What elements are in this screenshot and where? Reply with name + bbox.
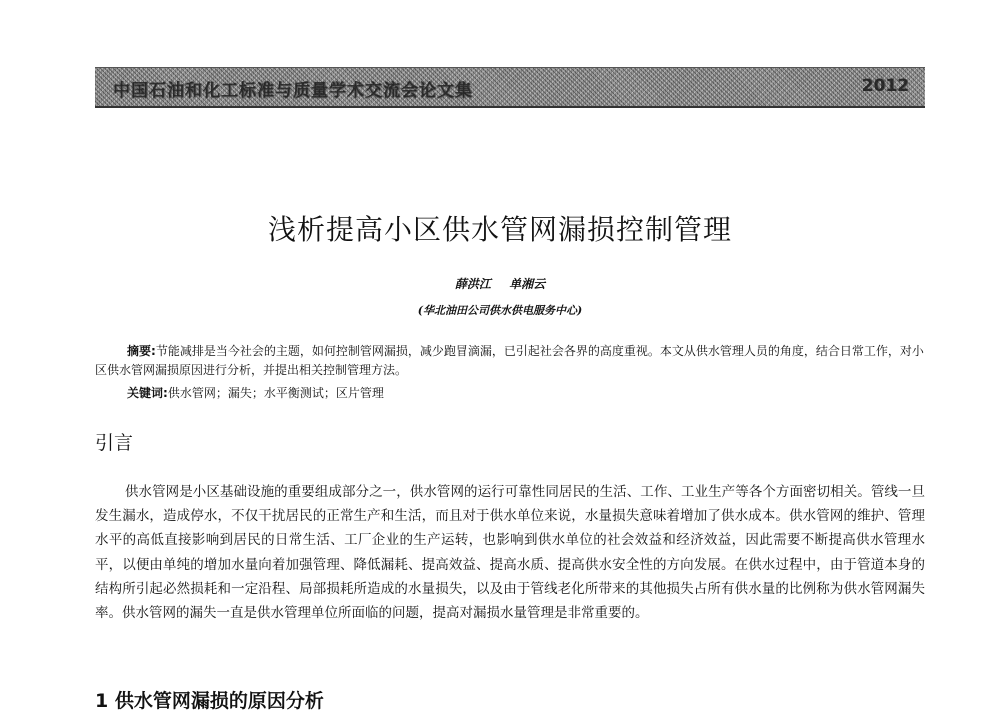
abstract-text: 节能减排是当今社会的主题，如何控制管网漏损，减少跑冒滴漏，已引起社会各界的高度重视。本文从供水管理人员的角度，结合日常工作，对小区供水管网漏损原因进行分析，并提出相关控制管理方法。 — [95, 344, 924, 377]
keywords — [127, 384, 384, 401]
abstract — [95, 342, 925, 380]
intro-body — [95, 480, 925, 625]
paper-title: 浅析提高小区供水管网漏损控制管理 — [267, 213, 732, 246]
journal-year: 2012 — [861, 76, 909, 96]
intro-heading: 引言 — [95, 432, 134, 454]
paper-affiliation: (华北油田公司供水供电服务中心) — [417, 304, 583, 317]
intro-paragraph: 供水管网是小区基础设施的重要组成部分之一，供水管网的运行可靠性同居民的生活、工作、工业生产等各个方面密切相关。管线一旦发生漏水，造成停水，不仅干扰居民的正常生产和生活，而且对于供水单位来说，水量损失意味着增加了供水成本。供水管网的维护、管理水平的高低直接影响到居民的日常生活、工厂企业的生产运转，也影响到供水单位的社会效益和经济效益，因此需要不断提高供水管理水平，以便由单纯的增加水量向着加强管理、降低漏耗、提高效益、提高水质、提高供水安全性的方向发展。在供水过程中，由于管道本身的结构所引起必然损耗和一定沿程、局部损耗所造成的水量损失，以及由于管线老化所带来的其他损失占所有供水量的比例称为供水管网漏失率。供水管网的漏失一直是供水管理单位所面临的问题，提高对漏损水量管理是非常重要的。 — [95, 484, 925, 622]
journal-header-banner — [95, 67, 925, 108]
keywords-text: 供水管网；漏失；水平衡测试；区片管理 — [167, 386, 384, 400]
section-1-heading: 1 供水管网漏损的原因分析 — [95, 690, 324, 712]
keywords-label: 关键词: — [127, 386, 168, 400]
journal-name: 中国石油和化工标准与质量学术交流会论文集 — [113, 81, 473, 101]
paper-authors: 薛洪江 单湘云 — [454, 277, 546, 291]
abstract-label: 摘要: — [127, 344, 156, 358]
